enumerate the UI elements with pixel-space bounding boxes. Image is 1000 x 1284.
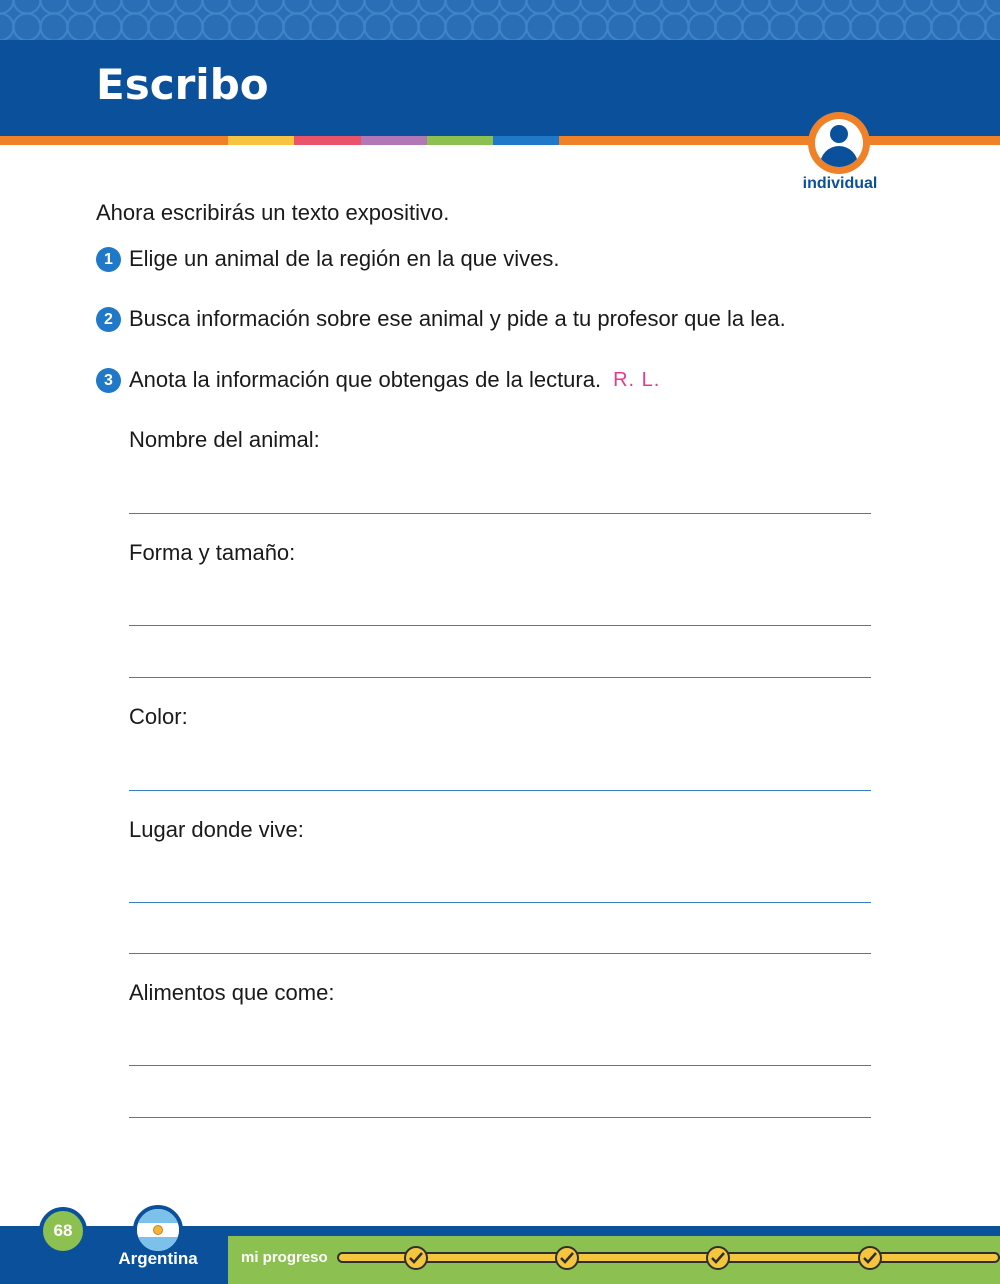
step-number-badge: 2 xyxy=(96,307,121,332)
step-3 xyxy=(96,366,660,394)
intro-text: Ahora escribirás un texto expositivo. xyxy=(96,200,450,225)
step-text: Elige un animal de la región en la que vives. xyxy=(129,246,560,271)
page-number: 68 xyxy=(39,1207,87,1255)
field-label-color: Color: xyxy=(129,704,188,729)
country-label: Argentina xyxy=(118,1249,198,1268)
step-number-badge: 3 xyxy=(96,368,121,393)
answer-line[interactable] xyxy=(129,1065,871,1066)
answer-line[interactable] xyxy=(129,513,871,514)
checkpoint-check-icon xyxy=(404,1246,428,1270)
answer-line[interactable] xyxy=(129,953,871,954)
step-number-badge: 1 xyxy=(96,247,121,272)
answer-line[interactable] xyxy=(129,1117,871,1118)
step-text: Busca información sobre ese animal y pide a tu profesor que la lea. xyxy=(129,306,786,331)
individual-label: individual xyxy=(802,175,878,192)
argentina-flag-icon xyxy=(133,1205,183,1255)
answer-line[interactable] xyxy=(129,677,871,678)
step-2 xyxy=(96,305,786,333)
progress-track xyxy=(337,1252,1000,1263)
answer-line[interactable] xyxy=(129,790,871,791)
checkpoint-check-icon xyxy=(706,1246,730,1270)
field-label-shape: Forma y tamaño: xyxy=(129,540,296,565)
answer-note: R. L. xyxy=(613,368,661,391)
step-1 xyxy=(96,245,560,273)
person-icon xyxy=(815,119,863,167)
field-label-name: Nombre del animal: xyxy=(129,427,320,452)
individual-badge xyxy=(808,112,870,174)
field-label-food: Alimentos que come: xyxy=(129,980,335,1005)
step-text: Anota la información que obtengas de la lectura. xyxy=(129,367,602,392)
answer-line[interactable] xyxy=(129,902,871,903)
progress-label: mi progreso xyxy=(241,1249,328,1266)
checkpoint-check-icon xyxy=(555,1246,579,1270)
page-title: Escribo xyxy=(96,60,269,109)
answer-line[interactable] xyxy=(129,625,871,626)
header-pattern xyxy=(0,0,1000,40)
checkpoint-check-icon xyxy=(858,1246,882,1270)
field-label-habitat: Lugar donde vive: xyxy=(129,817,304,842)
